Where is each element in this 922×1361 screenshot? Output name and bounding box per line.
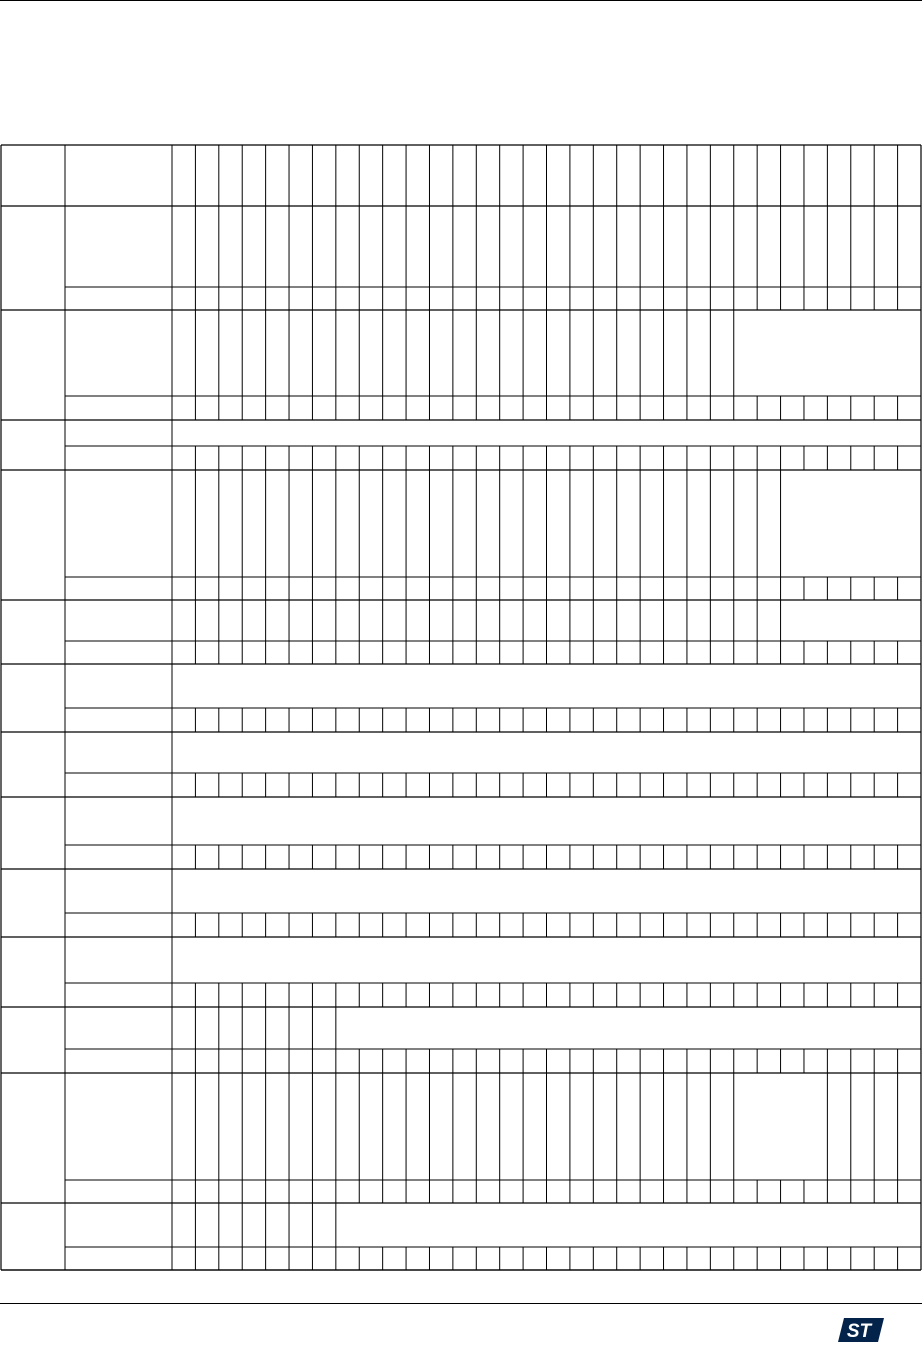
st-logo-text: ST xyxy=(846,1321,872,1342)
st-logo-icon xyxy=(838,1316,886,1346)
bottom-rule xyxy=(0,1303,922,1304)
st-logo xyxy=(838,1316,886,1346)
